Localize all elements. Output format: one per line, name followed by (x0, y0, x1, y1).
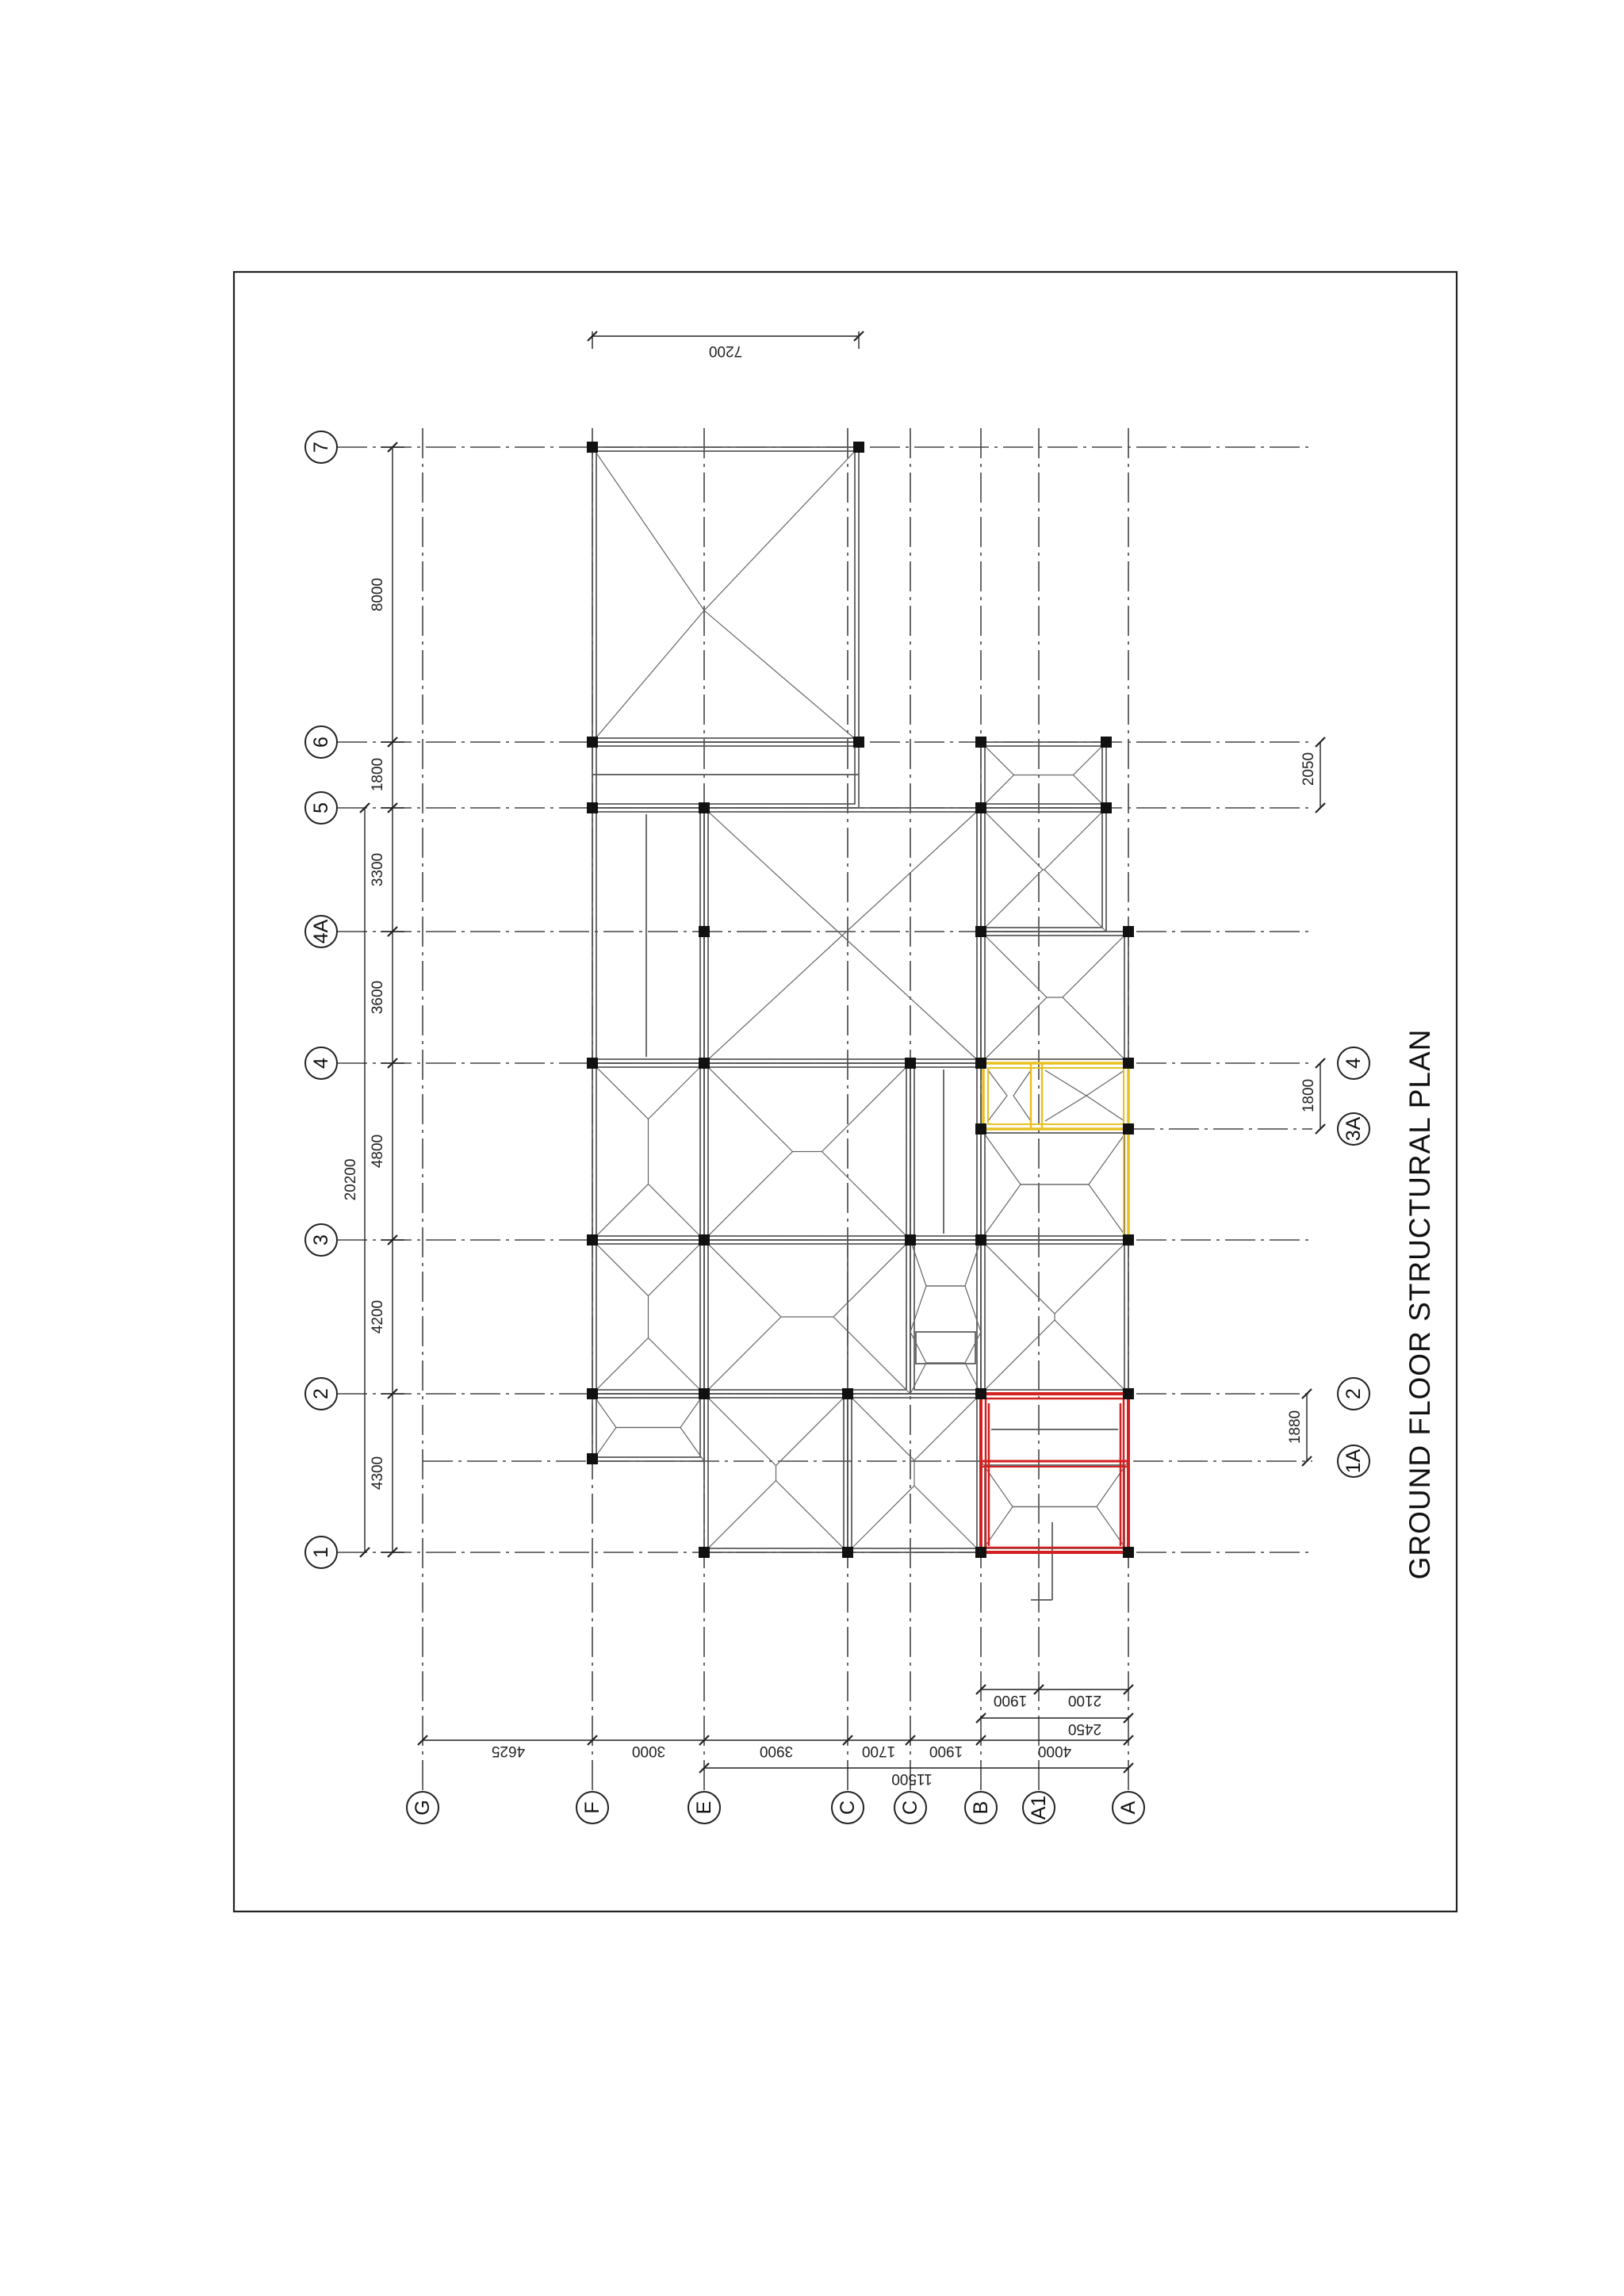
column (975, 1058, 986, 1069)
axis-label-right-1a: 1A (1342, 1448, 1365, 1474)
axis-label-6: 6 (310, 737, 332, 748)
dim-left-4200: 4200 (370, 1299, 386, 1334)
dim-top-7200: 7200 (708, 342, 743, 359)
column (975, 1388, 986, 1399)
dim-bottom-1900b: 1900 (993, 1692, 1028, 1709)
axis-label-e: E (693, 1800, 715, 1815)
column (975, 1234, 986, 1246)
column (975, 1123, 986, 1135)
dim-right-1880: 1880 (1287, 1410, 1304, 1445)
drawing-title: GROUND FLOOR STRUCTURAL PLAN (1404, 1028, 1436, 1580)
dim-bottom-1700: 1700 (861, 1743, 896, 1759)
dim-bottom-3000: 3000 (631, 1743, 666, 1759)
column (699, 802, 710, 813)
axis-label-g: G (412, 1800, 434, 1816)
column (699, 1058, 710, 1069)
axis-label-b: B (970, 1800, 992, 1815)
dim-bottom-4625: 4625 (491, 1743, 526, 1759)
axis-bubble-6 (305, 726, 337, 758)
dim-bottom-3900: 3900 (759, 1743, 794, 1759)
dim-left-total: 20200 (343, 1158, 359, 1201)
dim-right-1800: 1800 (1300, 1078, 1317, 1113)
axis-label-right-2: 2 (1342, 1388, 1365, 1399)
column (853, 737, 864, 748)
column (975, 802, 986, 813)
axis-bubble-1 (305, 1536, 337, 1568)
column (587, 1388, 598, 1399)
axis-bubble-right-4 (1338, 1047, 1369, 1079)
axis-bubble-2 (305, 1378, 337, 1410)
axis-bubble-4 (305, 1047, 337, 1079)
column (853, 442, 864, 453)
axis-bubble-7 (305, 431, 337, 463)
axis-bubble-b (965, 1792, 997, 1823)
column (1123, 1388, 1134, 1399)
dim-bottom-2450: 2450 (1067, 1720, 1102, 1737)
dim-left-3600: 3600 (370, 980, 386, 1015)
column (587, 442, 598, 453)
dim-bottom-4000: 4000 (1037, 1743, 1072, 1759)
axis-bubble-c (832, 1792, 864, 1823)
axis-bubble-right-1a (1338, 1445, 1369, 1477)
axis-label-right-4: 4 (1342, 1058, 1365, 1069)
column (587, 1453, 598, 1464)
column (1123, 1058, 1134, 1069)
axis-bubble-f (576, 1792, 608, 1823)
column (905, 1058, 916, 1069)
axis-bubble-4a (305, 916, 337, 947)
axis-label-a: A (1117, 1800, 1139, 1815)
column (842, 1388, 853, 1399)
column (1101, 737, 1112, 748)
dim-bottom-2100: 2100 (1067, 1692, 1102, 1709)
axis-bubble-g (407, 1792, 439, 1823)
column (975, 1547, 986, 1558)
dim-left-4800: 4800 (370, 1134, 386, 1169)
dim-left-8000: 8000 (370, 577, 386, 612)
axis-label-7: 7 (310, 442, 332, 453)
column (699, 1388, 710, 1399)
axis-bubble-a (1113, 1792, 1144, 1823)
dim-right-2050: 2050 (1300, 752, 1317, 786)
column (1123, 1123, 1134, 1135)
column (905, 1234, 916, 1246)
axis-label-3: 3 (310, 1234, 332, 1246)
column (587, 802, 598, 813)
axis-bubble-a1 (1023, 1792, 1055, 1823)
column (587, 737, 598, 748)
axis-bubble-5 (305, 792, 337, 824)
axis-label-2: 2 (310, 1388, 332, 1399)
dim-bottom-1900: 1900 (929, 1743, 963, 1759)
column (699, 1547, 710, 1558)
axis-bubble-right-3a (1338, 1113, 1369, 1145)
dim-left-1800: 1800 (370, 757, 386, 792)
axis-label-a1: A1 (1028, 1795, 1050, 1820)
axis-label-1: 1 (310, 1547, 332, 1558)
axis-label-c: C (837, 1800, 859, 1816)
column (1101, 802, 1112, 813)
axis-bubble-right-2 (1338, 1378, 1369, 1410)
dim-left-3300: 3300 (370, 852, 386, 887)
axis-label-f: F (581, 1801, 603, 1814)
axis-label-right-3a: 3A (1342, 1116, 1365, 1142)
axis-label-4a: 4A (310, 919, 332, 944)
axis-bubble-c2 (894, 1792, 926, 1823)
axis-label-4: 4 (310, 1058, 332, 1069)
axis-label-5: 5 (310, 802, 332, 813)
column (975, 737, 986, 748)
column (1123, 1547, 1134, 1558)
column (1123, 926, 1134, 937)
dim-left-4300: 4300 (370, 1456, 386, 1490)
column (587, 1234, 598, 1246)
axis-bubble-e (688, 1792, 720, 1823)
column (587, 1058, 598, 1069)
column (842, 1547, 853, 1558)
column (1123, 1234, 1134, 1246)
column (699, 926, 710, 937)
column (699, 1234, 710, 1246)
dim-bottom-total: 11500 (891, 1770, 933, 1787)
column (975, 926, 986, 937)
axis-label-c2: C (899, 1800, 921, 1816)
axis-bubble-3 (305, 1224, 337, 1256)
